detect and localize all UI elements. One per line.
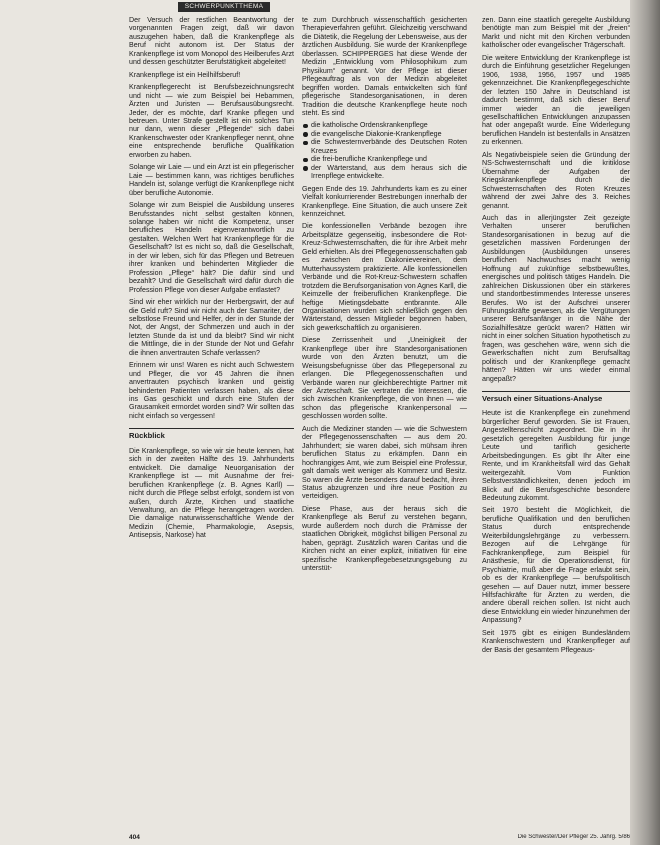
text-column-3 (482, 16, 630, 658)
bullet-text: die frei-berufliche Krankenpflege und (311, 155, 427, 164)
paragraph: Die konfessionellen Verbände bezogen ihre Arbeitsplätze gegenseitig, insbesondere die Rot-Kreuz-Schwesternschaften, die für ihre Arbeit mehr Geld erhielten. Als drei Pflegegenossenschaften gab es zwischen den Diakonievereinen, dem Mutterhaussystem praktizierte. Alle konfessionellen Verbände und die Rot-Kreuz-Schwestern schaffen trotzdem die Berufsorganisation von Agnes Karll, die Keimzelle der freiberuflichen Krankenpflege. Die heftige Mietingsdebatte entbrannte. Alle Organisationen wurden sich schließlich gegen den Wärterstand, dessen Mitglieder begonnen haben, sich gewerkschaftlich zu organisieren. (302, 222, 467, 332)
paragraph: Sind wir eher wirklich nur der Herbergswirt, der auf die Geld ruft? Sind wir nicht auch der Samariter, der selbstlose Freund und Helfer, der in der Stunde der Not, der Angst, der Schmerzen und auch in der letzten Stunde da ist und da bleibt? Sind wir nicht die Mittlinge, die in der Stunde der Not und Gefahr die ihnen anvertrauten Schafe verlassen? (129, 298, 294, 357)
bullet-icon (303, 141, 308, 146)
paragraph: Seit 1970 besteht die Möglichkeit, die berufliche Qualifikation und den beruflichen Status durch entsprechende Weiterbildungslehrgänge zu verbessern. Bezogen auf die Lehrgänge für Fachkrankenpflege, zum Beispiel für Anästhesie, für die Operationsdienst, für Psychiatrie, muß aber die Frage erlaubt sein, ob es der Krankenpflege — berufspolitisch gesehen — auf Dauer nutzt, immer bessere Hilfsfachkräfte für Ärzten zu werden, die andere überall reichen sollen. Ist nicht auch diese Entwicklung ein wieder hinzunehmen der Anpassung? (482, 506, 630, 625)
section-heading-situationsanalyse: Versuch einer Situations-Analyse (482, 394, 603, 404)
bullet-item (302, 121, 467, 129)
paragraph: Seit 1975 gibt es einigen Bundesländern Krankenschwestern und Krankenpfleger auf der Basis der gesamtem Pflegeaus- (482, 628, 630, 654)
section-divider (482, 391, 630, 392)
paragraph: Die Krankenpflege, so wie wir sie heute kennen, hat sich in der zweiten Hälfte des 19. Jahrhunderts entwickelt. Die damalige Neuorganisation der Krankenpflege ist — mit Ausnahme der frei-beruflichen Krankenpflege (z. B. Agnes Karll) — nicht durch die Pflege selbst erfolgt, sondern ist von außen, durch Ärzte, Kirchen und staatliche Verwaltung, an die Pflege herangetragen worden. Die damalige naturwissenschaftliche Wende der Medizin (Chemie, Pharmakologie, Asepsis, Antisepsis, Narkose) hat (129, 446, 294, 540)
paragraph: Auch das in allerjüngster Zeit gezeigte Verhalten unserer beruflichen Standesorganisationen in bezug auf die gesetzlichen massiven Forderungen der Ausbildungen (Ausbildungen unseres beruflichen Nachwuchses macht wenig Hoffnung auf zukünftige selbstbewußtes, energisches und politisch tätiges Handeln. Die zahlreichen Diskussionen über ein stärkeres und standortbestimmendes Interesse unseres Berufes. Wo ist der Aufschrei unserer Führungskräfte gewesen, als die Vergütungen unserer Berufsanfänger in die Nähe der Sozialhilfesätze gerückt waren? Hätten wir nicht in einer solchen Situation hypothetisch zu fragen, was geschehen wäre, wenn sich die Gewerkschaften nicht zum Berufsalltag politisch und der Krankenpflege gemacht hätten? Hätten wir uns wieder einmal angepaßt? (482, 213, 630, 383)
paragraph: zen. Dann eine staatlich geregelte Ausbildung benötigte man zum Beispiel mit der „freien“ Markt und nicht mit den Kirchen verbunden katholischer oder evangelischer Trägerschaft. (482, 16, 630, 50)
text-column-1 (129, 16, 294, 544)
bullet-text: der Wärterstand, aus dem heraus sich die Irrenpflege entwickelte. (311, 163, 467, 181)
paragraph: Als Negativbeispiele seien die Gründung der NS-Schwesternschaft und die kritiklose Übernahme der Aufgaben der Kriegskrankenpflege durch die Schwesternschaften des Roten Kreuzes während der zwei Jahre des 3. Reiches genannt. (482, 150, 630, 210)
bullet-text: die Schwesternverbände des Deutschen Roten Kreuzes (311, 138, 467, 155)
paragraph: Gegen Ende des 19. Jahrhunderts kam es zu einer Vielfalt konkurrierender Bestrebungen innerhalb der Krankenpflege. Eine Situation, die auch unsere Zeit kennzeichnet. (302, 184, 467, 218)
section-header-label: SCHWERPUNKTTHEMA (178, 2, 270, 12)
paragraph: Der Versuch der restlichen Beantwortung der vorgenannten Fragen zeigt, daß wir davon auszugehen haben, daß die Krankenpflege als Beruf nicht autonom ist. Der Status der Krankenpflege ist vom Monopol des Heilberufes Arzt und dessen geschützter Berufstätigkeit abgeleitet! (129, 16, 294, 67)
paragraph: Solange wir zum Beispiel die Ausbildung unseres Berufsstandes nicht selbst gestalten können, solange haben wir nicht die Kompetenz, unser berufliches Handeln eigenverantwortlich zu gestalten. Welchen Wert hat Krankenpflege für die Gesellschaft? Ist es nicht so, daß die Gesellschaft, in der wir leben, sich für das Pflegen und Betreuen ihrer kranken und behinderten Mitglieder die Profession „Pflege“ hält? Die dafür sind und bezahlt? Und die Gesellschaft wird dafür durch die Profession Pflege von dieser Aufgabe entlastet? (129, 201, 294, 294)
situationsanalyse-body (482, 409, 630, 654)
paragraph: Solange wir Laie — und ein Arzt ist ein pflegerischer Laie — bestimmen kann, was richtiges berufliches Handeln ist, solange verfügt die Krankenpflege nicht über berufliche Autonomie. (129, 163, 294, 197)
paragraph: Die weitere Entwicklung der Krankenpflege ist durch die Einführung gesetzlicher Regelungen 1906, 1938, 1956, 1957 und 1985 gekennzeichnet. Die Krankenpflegegeschichte der letzten 150 Jahre in Deutschland ist dadurch bestimmt, daß sich dieser Beruf immer wieder an die jeweiligen gesellschaftlichen Entwicklungen anzupassen hat oder angepaßt wurde. Eine Widerlegung beruflichen Handeln ist bestenfalls in Ansätzen zu erkennen. (482, 53, 630, 147)
paragraph: Krankenpflegerecht ist Berufsbezeichnungsrecht und nicht — wie zum Beispiel bei Hebammen, Ärzten und Juristen — Berufsausübungsrecht. Jeder, der es möchte, darf Kranke pflegen und betreuen. Unter Strafe gestellt ist ein solches Tun nur dann, wenn dieser „Pflegende“ sich dabei Krankenschwester oder Krankenpfleger nennt, ohne eine entsprechende berufliche Qualifikation erworben zu haben. (129, 83, 294, 159)
book-gutter-shadow (630, 0, 660, 845)
rueckblick-body (129, 447, 294, 540)
text-column-2 (302, 16, 467, 577)
section-heading-rueckblick: Rückblick (129, 431, 165, 441)
column-3-body (482, 16, 630, 383)
organisation-bullet-list (302, 121, 467, 180)
bullet-item (302, 155, 467, 163)
paragraph: Diese Phase, aus der heraus sich die Krankenpflege als Beruf zu verstehen begann, wurde außerdem noch durch die Prämisse der staatlichen Obrigkeit, möglichst billigen Personal zu haben, geprägt. Zusätzlich waren Caritas und die Kirchen nicht an einer explizit, initiativen für eine spezifische Krankenpflegebesetzungsgebung zu unterstüt- (302, 504, 467, 573)
paragraph: Auch die Mediziner standen — wie die Schwestern der Pflegegenossenschaften — aus dem 20. Jahrhundert; sie waren dabei, sich mühsam ihren beruflichen Status zu erkämpfen. Dann ein hochrangiges Amt, wie zum Beispiel eine Professur, galt damals weit weniger als Kommerz und Besitz. So waren die Ärzte besonders darauf bedacht, ihren Status abzugrenzen und ihre neue Position zu verteidigen. (302, 424, 467, 501)
bullet-icon (303, 158, 308, 163)
journal-source: Die Schwester/Der Pfleger 25. Jahrg. 5/86 (517, 834, 630, 840)
column-2-body-continued (302, 185, 467, 573)
bullet-item (302, 164, 467, 181)
bullet-icon (303, 132, 308, 137)
paragraph: Diese Zerrissenheit und „Uneinigkeit der Krankenpflege über ihre Standesorganisationen wurde von den Ärzten benutzt, um die Weisungsbefugnisse über das Pflegepersonal zu erlangen. Die Pflegegenossenschaften und Verbände waren nur gleichberechtigte Partner mit der Ärzteschaft. Sie vertraten die Interessen, die sich zwischen Krankenpflege, die von ihnen — wie schon das pflegerische Krankenpersonal — geschlossen worden sollte. (302, 336, 467, 421)
paragraph: te zum Durchbruch wissenschaftlich gesicherten Therapieverfahren geführt. Gleichzeitig verschwand die Diätetik, die Regelung der Lebensweise, aus der ärztlichen Ausbildung. Sie wurde der Krankenpflege überlassen. SCHIPPERGES hat diese Wende der Medizin „Entwicklung vom Philosophikum zum Physikum“ genannt. Vor der Pflege ist dieser Pflegeauftrag als von der Medizin abgeleitet begriffen worden. Damals entwickelten sich fünf pflegerische Standesorganisationen, in deren Tradition die deutsche Krankenpflege heute noch steht. Es sind (302, 16, 467, 117)
column-1-body (129, 16, 294, 420)
paragraph: Erinnern wir uns! Waren es nicht auch Schwestern und Pfleger, die vor 45 Jahren die ihnen anvertrauten psychisch kranken und geistig behinderten Patienten verlassen haben, als diese ins Gas geschickt und durch eine Stufen der Grausamkeit ermordet worden sind? Wir sollten das nicht einfach so vergessen! (129, 361, 294, 420)
bullet-text: die evangelische Diakonie-Krankenpflege (311, 129, 442, 138)
page-number: 404 (129, 834, 140, 841)
bullet-item (302, 138, 467, 155)
paragraph: Heute ist die Krankenpflege ein zunehmend bürgerlicher Beruf geworden. Sie ist Frauen, Angestelltenschicht zugeordnet. Die in ihr gesetzlich geregelten Ausbildung für junge Leute und tariflich gesicherte Arbeitsbedingungen. Es gibt Ihr Alter eine Rente, und im Krankheitsfall wird das Gehalt weitergezahlt. Vom Funktion Selbstverständlichkeiten, denen jedoch im Blick auf die Berufsgeschichte besondere Bedeutung zukommt. (482, 409, 630, 503)
bullet-icon (303, 124, 308, 129)
bullet-text: die katholische Ordenskrankenpflege (311, 121, 428, 130)
section-divider (129, 428, 294, 429)
paragraph: Krankenpflege ist ein Heilhilfsberuf! (129, 70, 241, 79)
bullet-icon (303, 166, 308, 171)
column-2-body (302, 16, 467, 117)
bullet-item (302, 130, 467, 138)
